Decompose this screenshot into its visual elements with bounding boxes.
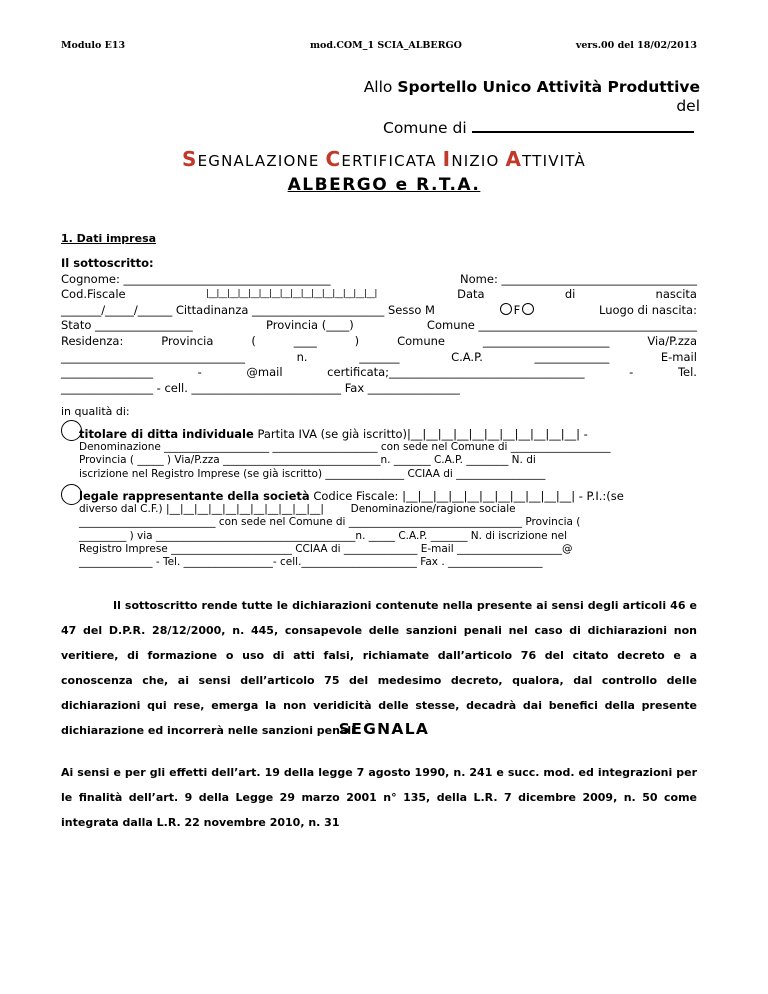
sex-f-radio[interactable] xyxy=(522,303,534,315)
addressee-prefix: Allo xyxy=(363,78,398,96)
fiscal-code-field[interactable]: |__|__|__|__|__|__|__|__|__|__|__|__|__|__|__|__| xyxy=(205,289,377,300)
surname-field[interactable]: Cognome: ____________________________________ xyxy=(61,271,331,286)
paren-open: ( xyxy=(251,333,256,348)
header-module: Modulo E13 xyxy=(61,40,126,51)
title-cap-1: S xyxy=(182,147,198,171)
applicant-data-block xyxy=(61,256,697,396)
form-line xyxy=(61,350,697,366)
company-fiscal-code-field[interactable]: Codice Fiscale: |__|__|__|__|__|__|__|__|__|__|__| - P.I.:(se xyxy=(309,489,624,503)
name-field[interactable]: Nome: __________________________________ xyxy=(460,271,697,286)
option-legal-rep xyxy=(79,490,697,569)
form-line xyxy=(61,334,697,350)
title-rest-1: EGNALAZIONE xyxy=(197,152,320,170)
comune-field[interactable] xyxy=(472,116,694,133)
title-rest-2: ERTIFICATA xyxy=(341,152,437,170)
email-label: E-mail xyxy=(660,349,697,364)
title-cap-3: I xyxy=(442,147,452,171)
cap-field[interactable]: _____________ xyxy=(534,349,610,364)
fiscal-code-label: Cod.Fiscale xyxy=(61,287,126,302)
number-field[interactable]: _______ xyxy=(359,349,400,364)
company-contacts-line[interactable]: ______________ - Tel. _________________- cell.______________________ Fax . __________________ xyxy=(79,556,543,569)
province-field[interactable]: Provincia (____) xyxy=(266,318,354,333)
section-heading: 1. Dati impresa xyxy=(61,232,157,245)
phone-cell-fax-field[interactable]: ________________ - cell. __________________________ Fax ________________ xyxy=(61,380,460,395)
legal-basis-paragraph: Ai sensi e per gli effetti dell’art. 19 della legge 7 agosto 1990, n. 241 e succ. mod. ed integrazioni per le finalità dell’art. 9 della Legge 29 marzo 2001 n° 135, della L.R. 7 dicembre 2009, n. 50 come integrata dalla L.R. 22 novembre 2010, n. 31 xyxy=(61,766,697,829)
state-field[interactable]: Stato _________________ xyxy=(61,318,193,333)
birth-label: di xyxy=(564,287,576,302)
addressee-suffix: del xyxy=(676,97,700,115)
form-line xyxy=(61,381,697,397)
separator: - xyxy=(197,365,202,380)
header-form-code: mod.COM_1 SCIA_ALBERGO xyxy=(310,40,462,51)
title-rest-4: TTIVITÀ xyxy=(522,152,586,170)
birthdate-citizenship-field[interactable]: _______/_____/______ Cittadinanza _______________________ Sesso M xyxy=(61,302,435,317)
residence-province-field[interactable]: ____ xyxy=(293,333,317,348)
option-sole-trader xyxy=(79,428,697,481)
form-line xyxy=(61,365,697,381)
cap-label: C.A.P. xyxy=(451,349,483,364)
phone-label: Tel. xyxy=(677,365,697,380)
denomination-line[interactable]: Denominazione ____________________ ____________________ con sede nel Comune di ___________________ xyxy=(79,441,611,454)
address-line[interactable]: Provincia ( _____ ) Via/P.zza ______________________________n. _______ C.A.P. ________ N. di xyxy=(79,454,536,467)
comune-field[interactable]: Comune ______________________________________ xyxy=(426,318,697,333)
residence-comune-label: Comune xyxy=(397,333,445,348)
company-seat-line[interactable]: __________________________ con sede nel Comune di _________________________________ Provincia ( xyxy=(79,516,581,529)
header-version: vers.00 del 18/02/2013 xyxy=(575,40,697,51)
residence-comune-field[interactable]: ______________________ xyxy=(482,333,610,348)
form-line xyxy=(61,287,697,303)
declaration-text: Il sottoscritto rende tutte le dichiarazioni contenute nella presente ai sensi degli articoli 46 e 47 del D.P.R. 28/12/2000, n. 445, consapevole delle sanzioni penali nel caso di dichiarazioni non veritiere, di formazione o uso di atti falsi, richiamate dall’articolo 76 del citato decreto e a conoscenza che, ai sensi dell’articolo 75 del medesimo decreto, qualora, dal controllo delle dichiarazioni qui rese, emerga la non veridicità delle stesse, decadrà dai benefici della presente dichiarazione ed incorrerà nelle sanzioni penali. xyxy=(61,599,697,737)
number-label: n. xyxy=(296,349,308,364)
document-subtitle: ALBERGO e R.T.A. xyxy=(287,175,481,195)
street-field[interactable]: ________________________________ xyxy=(61,349,245,364)
form-line xyxy=(61,272,697,288)
email-field[interactable]: ________________ xyxy=(61,365,153,380)
sex-m-radio[interactable] xyxy=(500,303,512,315)
legal-rep-title: legale rappresentante della società xyxy=(79,489,310,503)
company-vat-field[interactable]: diverso dal C.F.) |__|__|__|__|__|__|__|__|__|__|__| Denominazione/ragione sociale xyxy=(79,503,516,516)
form-line xyxy=(61,318,697,334)
sex-selector xyxy=(498,303,537,319)
pec-label: @mail xyxy=(246,365,283,380)
sole-trader-title: titolare di ditta individuale xyxy=(79,427,254,441)
birth-label: nascita xyxy=(655,287,697,302)
residence-label: Residenza: xyxy=(61,333,124,348)
residence-province-label: Provincia xyxy=(161,333,214,348)
birthplace-label: Luogo di nascita: xyxy=(599,302,697,317)
form-line xyxy=(61,303,697,319)
company-address-line[interactable]: _________ ) via ______________________________________n. _____ C.A.P. _______ N. di iscrizione nel xyxy=(79,529,567,542)
street-label: Via/P.zza xyxy=(647,333,697,348)
capacity-label: in qualità di: xyxy=(61,405,130,418)
sex-f-label: F xyxy=(513,302,521,317)
addressee-office: Sportello Unico Attività Produttive xyxy=(397,78,700,96)
title-rest-3: NIZIO xyxy=(451,152,500,170)
title-cap-2: C xyxy=(325,147,342,171)
intro-text: Il sottoscritto: xyxy=(61,256,154,270)
vat-field[interactable]: Partita IVA (se già iscritto)|__|__|__|__|__|__|__|__|__|__|__| - xyxy=(253,427,588,441)
paren-close: ) xyxy=(354,333,360,348)
segnala-heading: SEGNALA xyxy=(338,720,430,738)
addressee-comune-label: Comune di xyxy=(383,119,472,137)
registry-line[interactable]: iscrizione nel Registro Imprese (se già iscritto) _______________ CCIAA di _________________ xyxy=(79,467,546,480)
company-registry-line[interactable]: Registro Imprese _______________________ CCIAA di ______________ E-mail ____________________@ xyxy=(79,542,573,555)
separator: - xyxy=(629,365,634,380)
document-title xyxy=(0,147,768,171)
birth-label: Data xyxy=(457,287,485,302)
title-cap-4: A xyxy=(505,147,523,171)
intro-label xyxy=(61,256,697,272)
addressee-block xyxy=(340,78,700,138)
pec-field[interactable]: certificata;__________________________________ xyxy=(327,365,585,380)
